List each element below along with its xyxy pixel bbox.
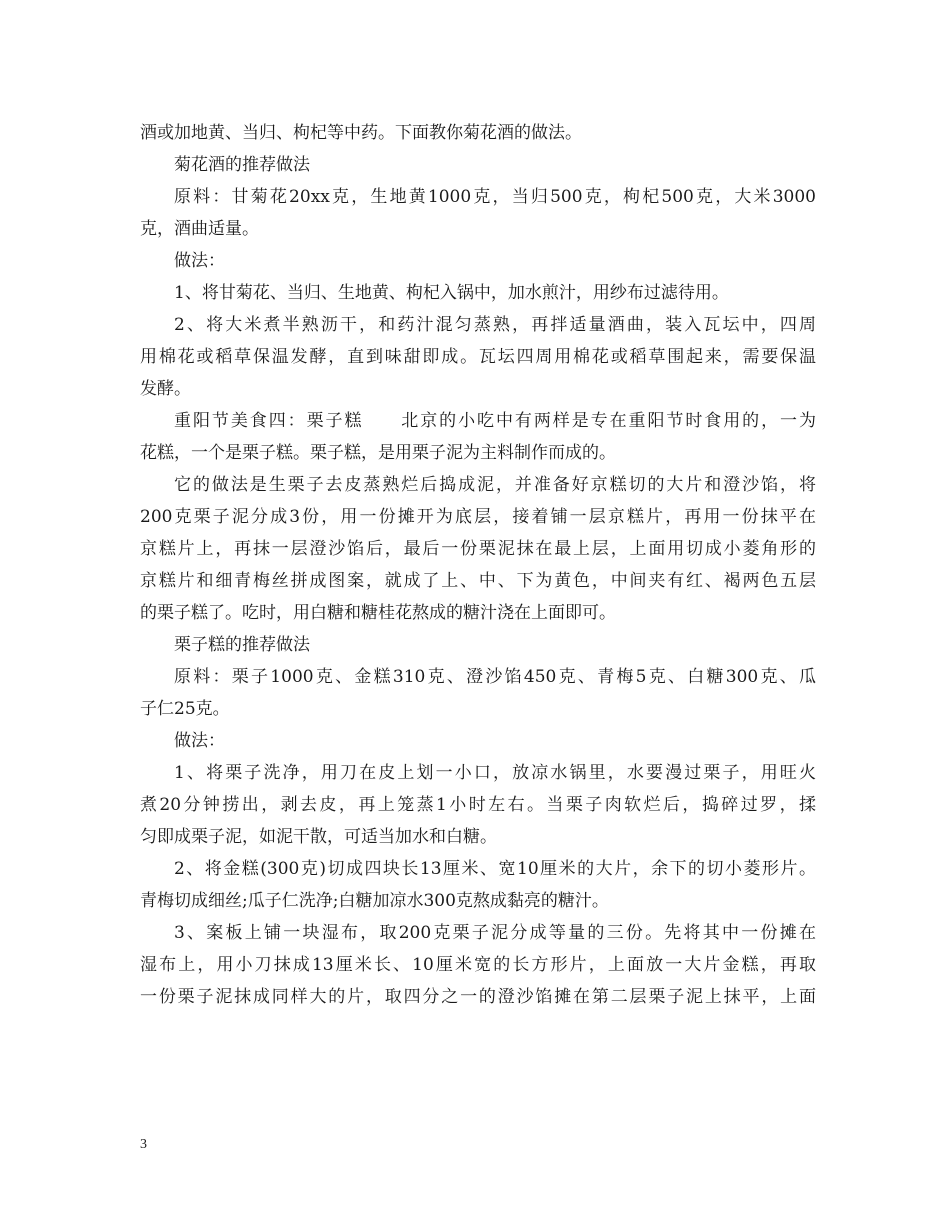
paragraph-line: 200克栗子泥分成3份，用一份摊开为底层，接着铺一层京糕片，再用一份抹平在: [140, 507, 816, 527]
paragraph-line: 用棉花或稻草保温发酵，直到味甜即成。瓦坛四周用棉花或稻草围起来，需要保温: [140, 347, 816, 367]
paragraph-line: 3、案板上铺一块湿布，取200克栗子泥分成等量的三份。先将其中一份摊在: [174, 923, 816, 943]
paragraph-line: 2、将金糕(300克)切成四块长13厘米、宽10厘米的大片，余下的切小菱形片。: [174, 859, 816, 879]
paragraph-line: 京糕片和细青梅丝拼成图案，就成了上、中、下为黄色，中间夹有红、褐两色五层: [140, 571, 816, 591]
paragraph-line: 2、将大米煮半熟沥干，和药汁混匀蒸熟，再拌适量酒曲，装入瓦坛中，四周: [174, 315, 816, 335]
paragraph-line: 做法：: [174, 731, 225, 751]
paragraph-line: 湿布上，用小刀抹成13厘米长、10厘米宽的长方形片，上面放一大片金糕，再取: [140, 955, 816, 975]
section-heading: 菊花酒的推荐做法: [174, 155, 310, 175]
paragraph-line: 匀即成栗子泥，如泥干散，可适当加水和白糖。: [140, 827, 497, 847]
paragraph-line: 青梅切成细丝;瓜子仁洗净;白糖加凉水300克熬成黏亮的糖汁。: [140, 891, 609, 911]
paragraph-line: 一份栗子泥抹成同样大的片，取四分之一的澄沙馅摊在第二层栗子泥上抹平，上面: [140, 987, 816, 1007]
paragraph-line: 京糕片上，再抹一层澄沙馅后，最后一份栗泥抹在最上层，上面用切成小菱角形的: [140, 539, 816, 559]
paragraph-line: 原料：栗子1000克、金糕310克、澄沙馅450克、青梅5克、白糖300克、瓜: [174, 667, 816, 687]
paragraph-line: 子仁25克。: [140, 699, 230, 719]
paragraph-line: 1、将栗子洗净，用刀在皮上划一小口，放凉水锅里，水要漫过栗子，用旺火: [174, 763, 816, 783]
paragraph-line: 原料：甘菊花20xx克，生地黄1000克，当归500克，枸杞500克，大米3000: [174, 187, 816, 207]
paragraph-line: 的栗子糕了。吃时，用白糖和糖桂花熬成的糖汁浇在上面即可。: [140, 603, 616, 623]
paragraph-line: 酒或加地黄、当归、枸杞等中药。下面教你菊花酒的做法。: [140, 123, 582, 143]
paragraph-line: 它的做法是生栗子去皮蒸熟烂后捣成泥，并准备好京糕切的大片和澄沙馅，将: [174, 475, 816, 495]
paragraph-line: 煮20分钟捞出，剥去皮，再上笼蒸1小时左右。当栗子肉软烂后，捣碎过罗，揉: [140, 795, 816, 815]
paragraph-line: 克，酒曲适量。: [140, 219, 259, 239]
paragraph-line: 1、将甘菊花、当归、生地黄、枸杞入锅中，加水煎汁，用纱布过滤待用。: [174, 283, 729, 303]
paragraph-line: 发酵。: [140, 379, 191, 399]
paragraph-line: 重阳节美食四：栗子糕 北京的小吃中有两样是专在重阳节时食用的，一为: [174, 411, 816, 431]
section-heading: 栗子糕的推荐做法: [174, 635, 310, 655]
page-number: 3: [140, 1137, 147, 1152]
paragraph-line: 做法：: [174, 251, 225, 271]
paragraph-line: 花糕，一个是栗子糕。栗子糕，是用栗子泥为主料制作而成的。: [140, 443, 616, 463]
body-text: [140, 117, 816, 1013]
